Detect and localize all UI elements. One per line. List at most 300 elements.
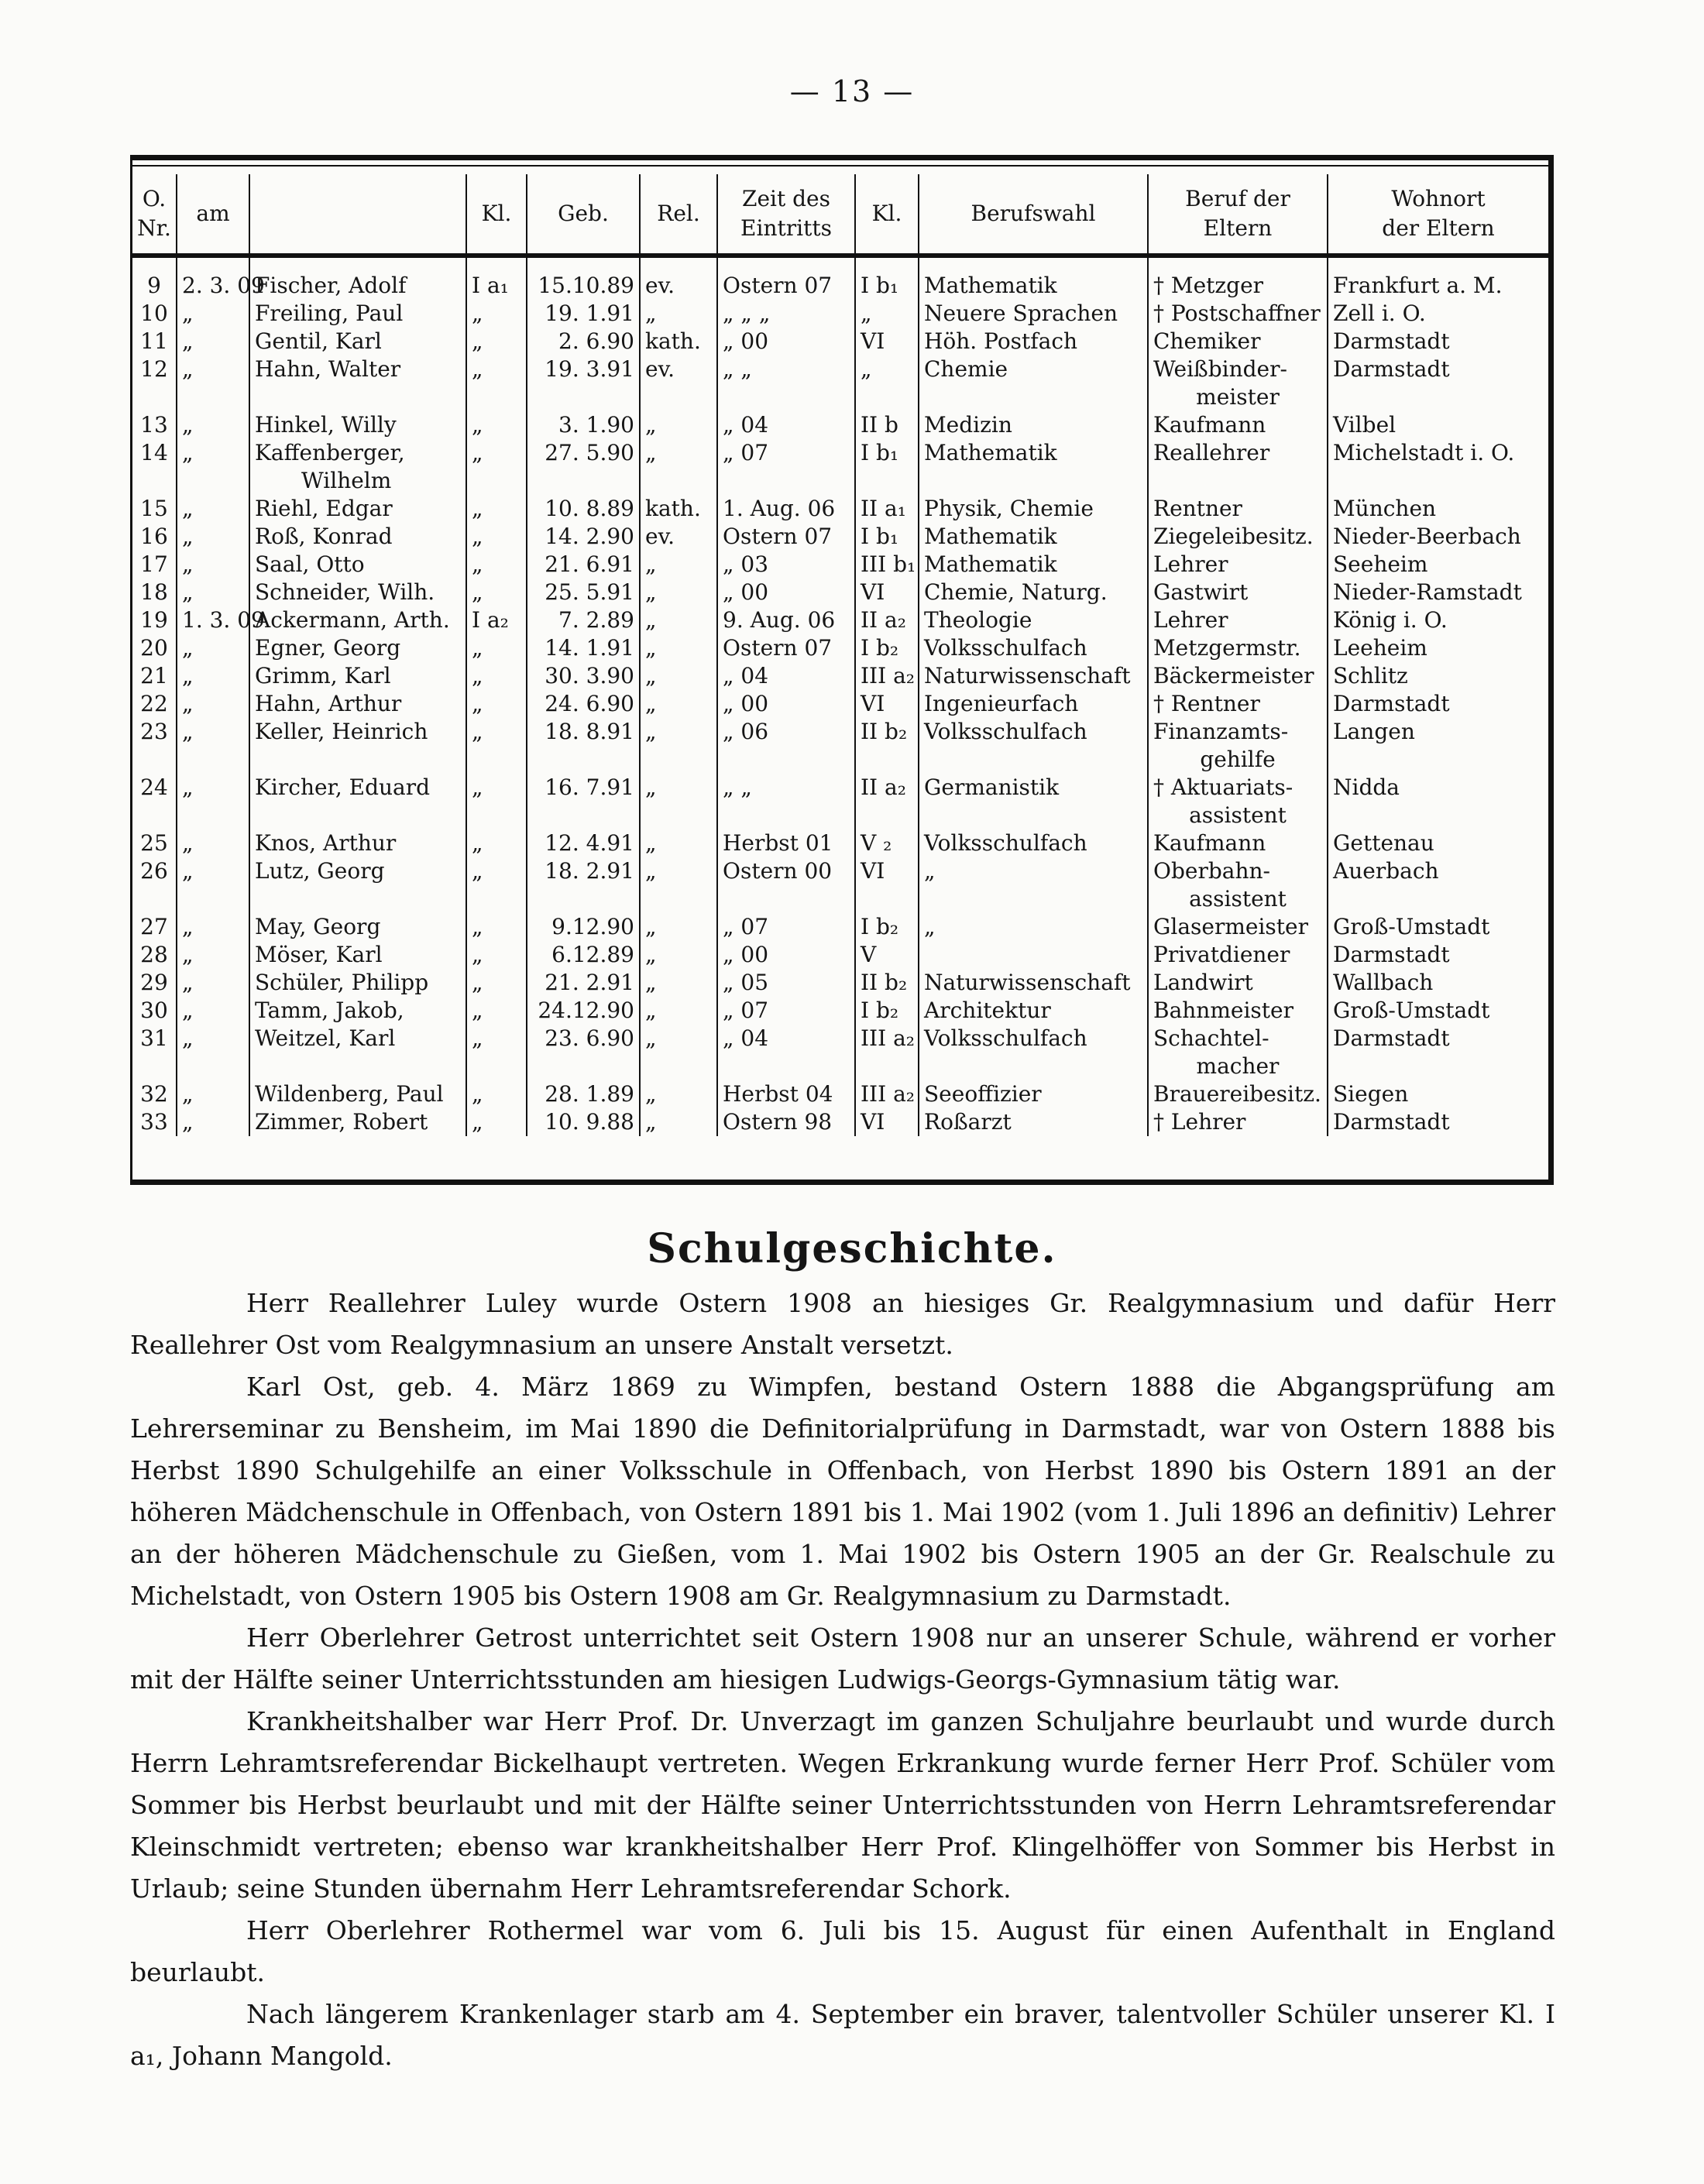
- cell-zeit: Herbst 04: [717, 1080, 855, 1108]
- cell-kl2: II b₂: [855, 969, 919, 997]
- cell-kl2: III a₂: [855, 662, 919, 690]
- cell-am: „: [177, 829, 249, 857]
- cell-geb: 21. 2.91: [527, 969, 640, 997]
- cell-kl2: II a₂: [855, 774, 919, 829]
- cell-kl2: I b₂: [855, 913, 919, 941]
- cell-name: Wildenberg, Paul: [249, 1080, 466, 1108]
- header-geb: Geb.: [527, 174, 640, 256]
- cell-name: Zimmer, Robert: [249, 1108, 466, 1136]
- cell-nr: 10: [140, 300, 168, 326]
- cell-beruf: Gastwirt: [1148, 579, 1328, 606]
- cell-rel: kath.: [640, 495, 717, 523]
- cell-geb: 16. 7.91: [527, 774, 640, 829]
- cell-rel: „: [640, 941, 717, 969]
- cell-rel: „: [640, 690, 717, 718]
- cell-geb: 21. 6.91: [527, 551, 640, 579]
- cell-beruf: Brauereibesitz.: [1148, 1080, 1328, 1108]
- cell-berufswahl: Roßarzt: [919, 1108, 1148, 1136]
- table-row: [132, 969, 1548, 997]
- cell-kl: I a₂: [466, 606, 527, 634]
- cell-beruf: Metzgermstr.: [1148, 634, 1328, 662]
- cell-zeit: „ 07: [717, 997, 855, 1025]
- cell-kl: „: [466, 774, 527, 829]
- student-table-frame: [130, 155, 1554, 1185]
- cell-berufswahl: Volksschulfach: [919, 829, 1148, 857]
- cell-zeit: „ 00: [717, 690, 855, 718]
- cell-zeit: „ 00: [717, 328, 855, 355]
- cell-name: Möser, Karl: [249, 941, 466, 969]
- cell-rel: „: [640, 829, 717, 857]
- cell-berufswahl: Ingenieurfach: [919, 690, 1148, 718]
- cell-kl: „: [466, 941, 527, 969]
- cell-name: Weitzel, Karl: [249, 1025, 466, 1080]
- cell-name: Riehl, Edgar: [249, 495, 466, 523]
- cell-kl: I a₁: [466, 256, 527, 300]
- cell-zeit: „ 04: [717, 1025, 855, 1080]
- cell-zeit: „ 03: [717, 551, 855, 579]
- table-row: [132, 355, 1548, 411]
- cell-zeit: Herbst 01: [717, 829, 855, 857]
- cell-kl: „: [466, 523, 527, 551]
- cell-wohnort: Darmstadt: [1328, 1025, 1548, 1080]
- cell-am: „: [177, 997, 249, 1025]
- cell-wohnort: Auerbach: [1328, 857, 1548, 913]
- cell-am: „: [177, 551, 249, 579]
- cell-rel: „: [640, 913, 717, 941]
- cell-kl: „: [466, 495, 527, 523]
- cell-geb: 25. 5.91: [527, 579, 640, 606]
- cell-geb: 7. 2.89: [527, 606, 640, 634]
- cell-beruf: Lehrer: [1148, 606, 1328, 634]
- cell-zeit: Ostern 98: [717, 1108, 855, 1136]
- cell-kl: „: [466, 634, 527, 662]
- cell-zeit: „ 07: [717, 913, 855, 941]
- cell-kl: „: [466, 355, 527, 411]
- cell-zeit: Ostern 07: [717, 634, 855, 662]
- cell-zeit: Ostern 07: [717, 523, 855, 551]
- paragraph: Krankheitshalber war Herr Prof. Dr. Unverzagt im ganzen Schuljahre beurlaubt und wurde durch Herrn Lehramtsreferendar Bickelhaupt vertreten. Wegen Erkrankung wurde ferner Herr Prof. Schüler vom Sommer bis Herbst beurlaubt und mit der Hälfte seiner Unterrichtsstunden von Herrn Lehramtsreferendar Kleinschmidt vertreten; ebenso war krankheitshalber Herr Prof. Klingelhöffer von Sommer bis Herbst in Urlaub; seine Stunden übernahm Herr Lehramtsreferendar Schork.: [130, 1706, 1555, 1904]
- header-name: [249, 174, 466, 256]
- cell-berufswahl: Mathematik: [919, 523, 1148, 551]
- table-row: [132, 857, 1548, 913]
- cell-name: Hahn, Arthur: [249, 690, 466, 718]
- cell-berufswahl: Naturwissenschaft: [919, 969, 1148, 997]
- cell-wohnort: Frankfurt a. M.: [1328, 256, 1548, 300]
- cell-kl2: II a₁: [855, 495, 919, 523]
- cell-geb: 24.12.90: [527, 997, 640, 1025]
- cell-zeit: 9. Aug. 06: [717, 606, 855, 634]
- cell-zeit: „ 00: [717, 579, 855, 606]
- cell-geb: 15.10.89: [527, 256, 640, 300]
- cell-kl: „: [466, 913, 527, 941]
- cell-beruf: Reallehrer: [1148, 439, 1328, 495]
- cell-rel: „: [640, 411, 717, 439]
- table-row: [132, 1025, 1548, 1080]
- table-row: [132, 634, 1548, 662]
- cell-wohnort: München: [1328, 495, 1548, 523]
- cell-wohnort: Zell i. O.: [1328, 300, 1548, 328]
- table-row: [132, 495, 1548, 523]
- cell-rel: „: [640, 300, 717, 328]
- cell-berufswahl: Mathematik: [919, 256, 1148, 300]
- header-zeit: Zeit des Eintritts: [717, 174, 855, 256]
- cell-kl: „: [466, 551, 527, 579]
- cell-beruf: Weißbinder- meister: [1148, 355, 1328, 411]
- cell-name: Kircher, Eduard: [249, 774, 466, 829]
- cell-beruf: † Lehrer: [1148, 1108, 1328, 1136]
- cell-zeit: 1. Aug. 06: [717, 495, 855, 523]
- table-header-row: [132, 174, 1548, 256]
- student-table: [132, 174, 1548, 1136]
- header-wohnort: Wohnort der Eltern: [1328, 174, 1548, 256]
- cell-nr: 21: [140, 663, 168, 689]
- table-row: [132, 1108, 1548, 1136]
- cell-am: „: [177, 634, 249, 662]
- cell-name: Schüler, Philipp: [249, 969, 466, 997]
- cell-wohnort: Darmstadt: [1328, 690, 1548, 718]
- cell-kl: „: [466, 662, 527, 690]
- cell-beruf: Landwirt: [1148, 969, 1328, 997]
- cell-kl: „: [466, 718, 527, 774]
- cell-beruf: Finanzamts- gehilfe: [1148, 718, 1328, 774]
- table-row: [132, 439, 1548, 495]
- cell-kl: „: [466, 857, 527, 913]
- cell-kl2: VI: [855, 690, 919, 718]
- cell-wohnort: Langen: [1328, 718, 1548, 774]
- cell-rel: „: [640, 969, 717, 997]
- cell-nr: 19: [140, 607, 168, 633]
- cell-am: 2. 3. 09: [177, 256, 249, 300]
- cell-name: Knos, Arthur: [249, 829, 466, 857]
- cell-kl: „: [466, 1108, 527, 1136]
- section-body: [130, 1283, 1555, 2077]
- cell-kl: „: [466, 579, 527, 606]
- cell-wohnort: Darmstadt: [1328, 1108, 1548, 1136]
- cell-nr: 26: [140, 858, 168, 884]
- cell-am: „: [177, 941, 249, 969]
- cell-am: 1. 3. 09: [177, 606, 249, 634]
- cell-am: „: [177, 913, 249, 941]
- cell-nr: 11: [140, 328, 168, 354]
- cell-nr: 25: [140, 830, 168, 856]
- paragraph: Karl Ost, geb. 4. März 1869 zu Wimpfen, bestand Ostern 1888 die Abgangsprüfung am Lehrerseminar zu Bensheim, im Mai 1890 die Definitorialprüfung in Darmstadt, war von Ostern 1888 bis Herbst 1890 Schulgehilfe an einer Volksschule in Offenbach, von Herbst 1890 bis Ostern 1891 an der höheren Mädchenschule in Offenbach, von Ostern 1891 bis 1. Mai 1902 (vom 1. Juli 1896 an definitiv) Lehrer an der höheren Mädchenschule zu Gießen, vom 1. Mai 1902 bis Ostern 1905 an der Gr. Realschule zu Michelstadt, von Ostern 1905 bis Ostern 1908 am Gr. Realgymnasium zu Darmstadt.: [130, 1372, 1555, 1611]
- cell-name: Roß, Konrad: [249, 523, 466, 551]
- cell-nr: 24: [140, 774, 168, 800]
- cell-beruf: Lehrer: [1148, 551, 1328, 579]
- cell-am: „: [177, 300, 249, 328]
- table-row: [132, 300, 1548, 328]
- cell-kl2: V: [855, 941, 919, 969]
- cell-geb: 24. 6.90: [527, 690, 640, 718]
- cell-name: Schneider, Wilh.: [249, 579, 466, 606]
- cell-wohnort: Siegen: [1328, 1080, 1548, 1108]
- table-row: [132, 606, 1548, 634]
- cell-wohnort: Vilbel: [1328, 411, 1548, 439]
- cell-geb: 18. 2.91: [527, 857, 640, 913]
- cell-berufswahl: Neuere Sprachen: [919, 300, 1148, 328]
- table-row: [132, 718, 1548, 774]
- header-am: am: [177, 174, 249, 256]
- cell-wohnort: Darmstadt: [1328, 328, 1548, 355]
- cell-berufswahl: Volksschulfach: [919, 718, 1148, 774]
- cell-zeit: „ 06: [717, 718, 855, 774]
- cell-geb: 19. 1.91: [527, 300, 640, 328]
- cell-name: Hinkel, Willy: [249, 411, 466, 439]
- cell-nr: 31: [140, 1025, 168, 1051]
- header-kl: Kl.: [466, 174, 527, 256]
- cell-beruf: Kaufmann: [1148, 411, 1328, 439]
- cell-wohnort: Darmstadt: [1328, 355, 1548, 411]
- header-beruf-eltern: Beruf der Eltern: [1148, 174, 1328, 256]
- cell-kl: „: [466, 411, 527, 439]
- cell-rel: kath.: [640, 328, 717, 355]
- cell-name: Egner, Georg: [249, 634, 466, 662]
- cell-nr: 20: [140, 635, 168, 661]
- cell-beruf: Glasermeister: [1148, 913, 1328, 941]
- cell-am: „: [177, 662, 249, 690]
- cell-geb: 14. 2.90: [527, 523, 640, 551]
- cell-rel: „: [640, 439, 717, 495]
- cell-rel: „: [640, 551, 717, 579]
- cell-nr: 30: [140, 998, 168, 1023]
- cell-geb: 10. 9.88: [527, 1108, 640, 1136]
- cell-am: „: [177, 774, 249, 829]
- cell-name: Hahn, Walter: [249, 355, 466, 411]
- cell-kl2: „: [855, 355, 919, 411]
- cell-kl2: I b₂: [855, 997, 919, 1025]
- cell-beruf: † Metzger: [1148, 256, 1328, 300]
- cell-beruf: Oberbahn- assistent: [1148, 857, 1328, 913]
- cell-am: „: [177, 718, 249, 774]
- cell-nr: 22: [140, 691, 168, 716]
- table-row: [132, 579, 1548, 606]
- cell-zeit: „ 04: [717, 662, 855, 690]
- cell-berufswahl: Seeoffizier: [919, 1080, 1148, 1108]
- cell-am: „: [177, 857, 249, 913]
- cell-berufswahl: Höh. Postfach: [919, 328, 1148, 355]
- cell-berufswahl: Chemie: [919, 355, 1148, 411]
- cell-am: „: [177, 579, 249, 606]
- cell-beruf: † Aktuariats- assistent: [1148, 774, 1328, 829]
- paragraph: Herr Oberlehrer Rothermel war vom 6. Juli bis 15. August für einen Aufenthalt in England beurlaubt.: [130, 1915, 1555, 1987]
- cell-beruf: Privatdiener: [1148, 941, 1328, 969]
- cell-kl2: VI: [855, 579, 919, 606]
- cell-am: „: [177, 495, 249, 523]
- cell-berufswahl: Naturwissenschaft: [919, 662, 1148, 690]
- cell-rel: „: [640, 1108, 717, 1136]
- cell-am: „: [177, 1108, 249, 1136]
- cell-rel: „: [640, 718, 717, 774]
- cell-nr: 9: [147, 273, 161, 298]
- cell-berufswahl: Medizin: [919, 411, 1148, 439]
- cell-kl2: III b₁: [855, 551, 919, 579]
- cell-kl: „: [466, 1025, 527, 1080]
- cell-name: Tamm, Jakob,: [249, 997, 466, 1025]
- cell-beruf: Ziegeleibesitz.: [1148, 523, 1328, 551]
- cell-nr: 28: [140, 942, 168, 967]
- cell-name: May, Georg: [249, 913, 466, 941]
- cell-zeit: „ 00: [717, 941, 855, 969]
- cell-berufswahl: Theologie: [919, 606, 1148, 634]
- cell-name: Grimm, Karl: [249, 662, 466, 690]
- cell-kl: „: [466, 969, 527, 997]
- cell-nr: 12: [140, 356, 168, 382]
- cell-rel: „: [640, 857, 717, 913]
- cell-kl2: „: [855, 300, 919, 328]
- cell-am: „: [177, 1025, 249, 1080]
- cell-beruf: Bäckermeister: [1148, 662, 1328, 690]
- cell-kl2: V ₂: [855, 829, 919, 857]
- paragraph: Herr Reallehrer Luley wurde Ostern 1908 an hiesiges Gr. Realgymnasium und dafür Herr Reallehrer Ost vom Realgymnasium an unsere Anstalt versetzt.: [130, 1288, 1555, 1360]
- cell-kl2: II a₂: [855, 606, 919, 634]
- cell-zeit: Ostern 00: [717, 857, 855, 913]
- cell-kl: „: [466, 300, 527, 328]
- cell-name: Ackermann, Arth.: [249, 606, 466, 634]
- cell-geb: 18. 8.91: [527, 718, 640, 774]
- cell-rel: „: [640, 606, 717, 634]
- cell-wohnort: Nieder-Beerbach: [1328, 523, 1548, 551]
- cell-beruf: † Postschaffner: [1148, 300, 1328, 328]
- paragraph: Nach längerem Krankenlager starb am 4. September ein braver, talentvoller Schüler unserer Kl. I a₁, Johann Mangold.: [130, 1999, 1555, 2071]
- cell-wohnort: Groß-Umstadt: [1328, 913, 1548, 941]
- cell-rel: „: [640, 1080, 717, 1108]
- cell-am: „: [177, 411, 249, 439]
- cell-am: „: [177, 328, 249, 355]
- cell-am: „: [177, 1080, 249, 1108]
- cell-nr: 27: [140, 914, 168, 939]
- cell-kl2: I b₁: [855, 439, 919, 495]
- cell-geb: 10. 8.89: [527, 495, 640, 523]
- cell-wohnort: König i. O.: [1328, 606, 1548, 634]
- cell-zeit: „ „ „: [717, 300, 855, 328]
- cell-name: Lutz, Georg: [249, 857, 466, 913]
- cell-name: Freiling, Paul: [249, 300, 466, 328]
- cell-name: Saal, Otto: [249, 551, 466, 579]
- cell-rel: ev.: [640, 355, 717, 411]
- header-nr: O. Nr.: [132, 174, 177, 256]
- cell-wohnort: Wallbach: [1328, 969, 1548, 997]
- cell-rel: „: [640, 997, 717, 1025]
- header-berufswahl: Berufswahl: [919, 174, 1148, 256]
- cell-kl2: VI: [855, 1108, 919, 1136]
- cell-beruf: Schachtel- macher: [1148, 1025, 1328, 1080]
- cell-geb: 28. 1.89: [527, 1080, 640, 1108]
- cell-berufswahl: Physik, Chemie: [919, 495, 1148, 523]
- cell-geb: 12. 4.91: [527, 829, 640, 857]
- cell-beruf: † Rentner: [1148, 690, 1328, 718]
- cell-berufswahl: Mathematik: [919, 439, 1148, 495]
- header-kl2: Kl.: [855, 174, 919, 256]
- table-row: [132, 328, 1548, 355]
- cell-geb: 19. 3.91: [527, 355, 640, 411]
- cell-kl2: I b₁: [855, 523, 919, 551]
- cell-kl2: I b₂: [855, 634, 919, 662]
- cell-geb: 2. 6.90: [527, 328, 640, 355]
- cell-berufswahl: Chemie, Naturg.: [919, 579, 1148, 606]
- table-row: [132, 941, 1548, 969]
- cell-kl2: II b: [855, 411, 919, 439]
- cell-beruf: Rentner: [1148, 495, 1328, 523]
- cell-zeit: „ „: [717, 774, 855, 829]
- cell-berufswahl: Germanistik: [919, 774, 1148, 829]
- table-row: [132, 551, 1548, 579]
- cell-wohnort: Gettenau: [1328, 829, 1548, 857]
- cell-am: „: [177, 523, 249, 551]
- cell-kl: „: [466, 690, 527, 718]
- cell-kl: „: [466, 997, 527, 1025]
- cell-geb: 6.12.89: [527, 941, 640, 969]
- cell-geb: 14. 1.91: [527, 634, 640, 662]
- table-row: [132, 411, 1548, 439]
- cell-wohnort: Michelstadt i. O.: [1328, 439, 1548, 495]
- cell-kl: „: [466, 1080, 527, 1108]
- cell-wohnort: Leeheim: [1328, 634, 1548, 662]
- cell-berufswahl: Volksschulfach: [919, 1025, 1148, 1080]
- cell-beruf: Bahnmeister: [1148, 997, 1328, 1025]
- cell-nr: 16: [140, 524, 168, 549]
- cell-kl2: VI: [855, 857, 919, 913]
- cell-wohnort: Nidda: [1328, 774, 1548, 829]
- cell-am: „: [177, 690, 249, 718]
- cell-nr: 13: [140, 412, 168, 438]
- cell-nr: 17: [140, 551, 168, 577]
- cell-kl: „: [466, 829, 527, 857]
- cell-zeit: Ostern 07: [717, 256, 855, 300]
- cell-nr: 15: [140, 496, 168, 521]
- table-row: [132, 829, 1548, 857]
- cell-geb: 23. 6.90: [527, 1025, 640, 1080]
- table-row: [132, 1080, 1548, 1108]
- cell-kl2: I b₁: [855, 256, 919, 300]
- table-row: [132, 997, 1548, 1025]
- cell-nr: 14: [140, 440, 168, 465]
- table-row: [132, 523, 1548, 551]
- cell-zeit: „ 04: [717, 411, 855, 439]
- cell-name: Gentil, Karl: [249, 328, 466, 355]
- cell-kl2: III a₂: [855, 1080, 919, 1108]
- table-row: [132, 662, 1548, 690]
- section-title: Schulgeschichte.: [647, 1225, 1057, 1272]
- cell-wohnort: Schlitz: [1328, 662, 1548, 690]
- cell-name: Fischer, Adolf: [249, 256, 466, 300]
- cell-berufswahl: [919, 941, 1148, 969]
- cell-nr: 33: [140, 1109, 168, 1135]
- cell-rel: „: [640, 1025, 717, 1080]
- cell-am: „: [177, 355, 249, 411]
- cell-geb: 30. 3.90: [527, 662, 640, 690]
- cell-berufswahl: „: [919, 857, 1148, 913]
- table-row: [132, 774, 1548, 829]
- cell-kl: „: [466, 328, 527, 355]
- page-number: — 13 —: [789, 74, 915, 108]
- cell-wohnort: Seeheim: [1328, 551, 1548, 579]
- cell-am: „: [177, 439, 249, 495]
- cell-name: Keller, Heinrich: [249, 718, 466, 774]
- cell-kl2: VI: [855, 328, 919, 355]
- cell-beruf: Kaufmann: [1148, 829, 1328, 857]
- table-row: [132, 690, 1548, 718]
- cell-geb: 9.12.90: [527, 913, 640, 941]
- cell-wohnort: Groß-Umstadt: [1328, 997, 1548, 1025]
- cell-rel: „: [640, 579, 717, 606]
- cell-nr: 29: [140, 970, 168, 995]
- cell-berufswahl: Volksschulfach: [919, 634, 1148, 662]
- cell-nr: 23: [140, 719, 168, 744]
- cell-rel: „: [640, 634, 717, 662]
- cell-wohnort: Darmstadt: [1328, 941, 1548, 969]
- cell-nr: 18: [140, 579, 168, 605]
- cell-rel: „: [640, 774, 717, 829]
